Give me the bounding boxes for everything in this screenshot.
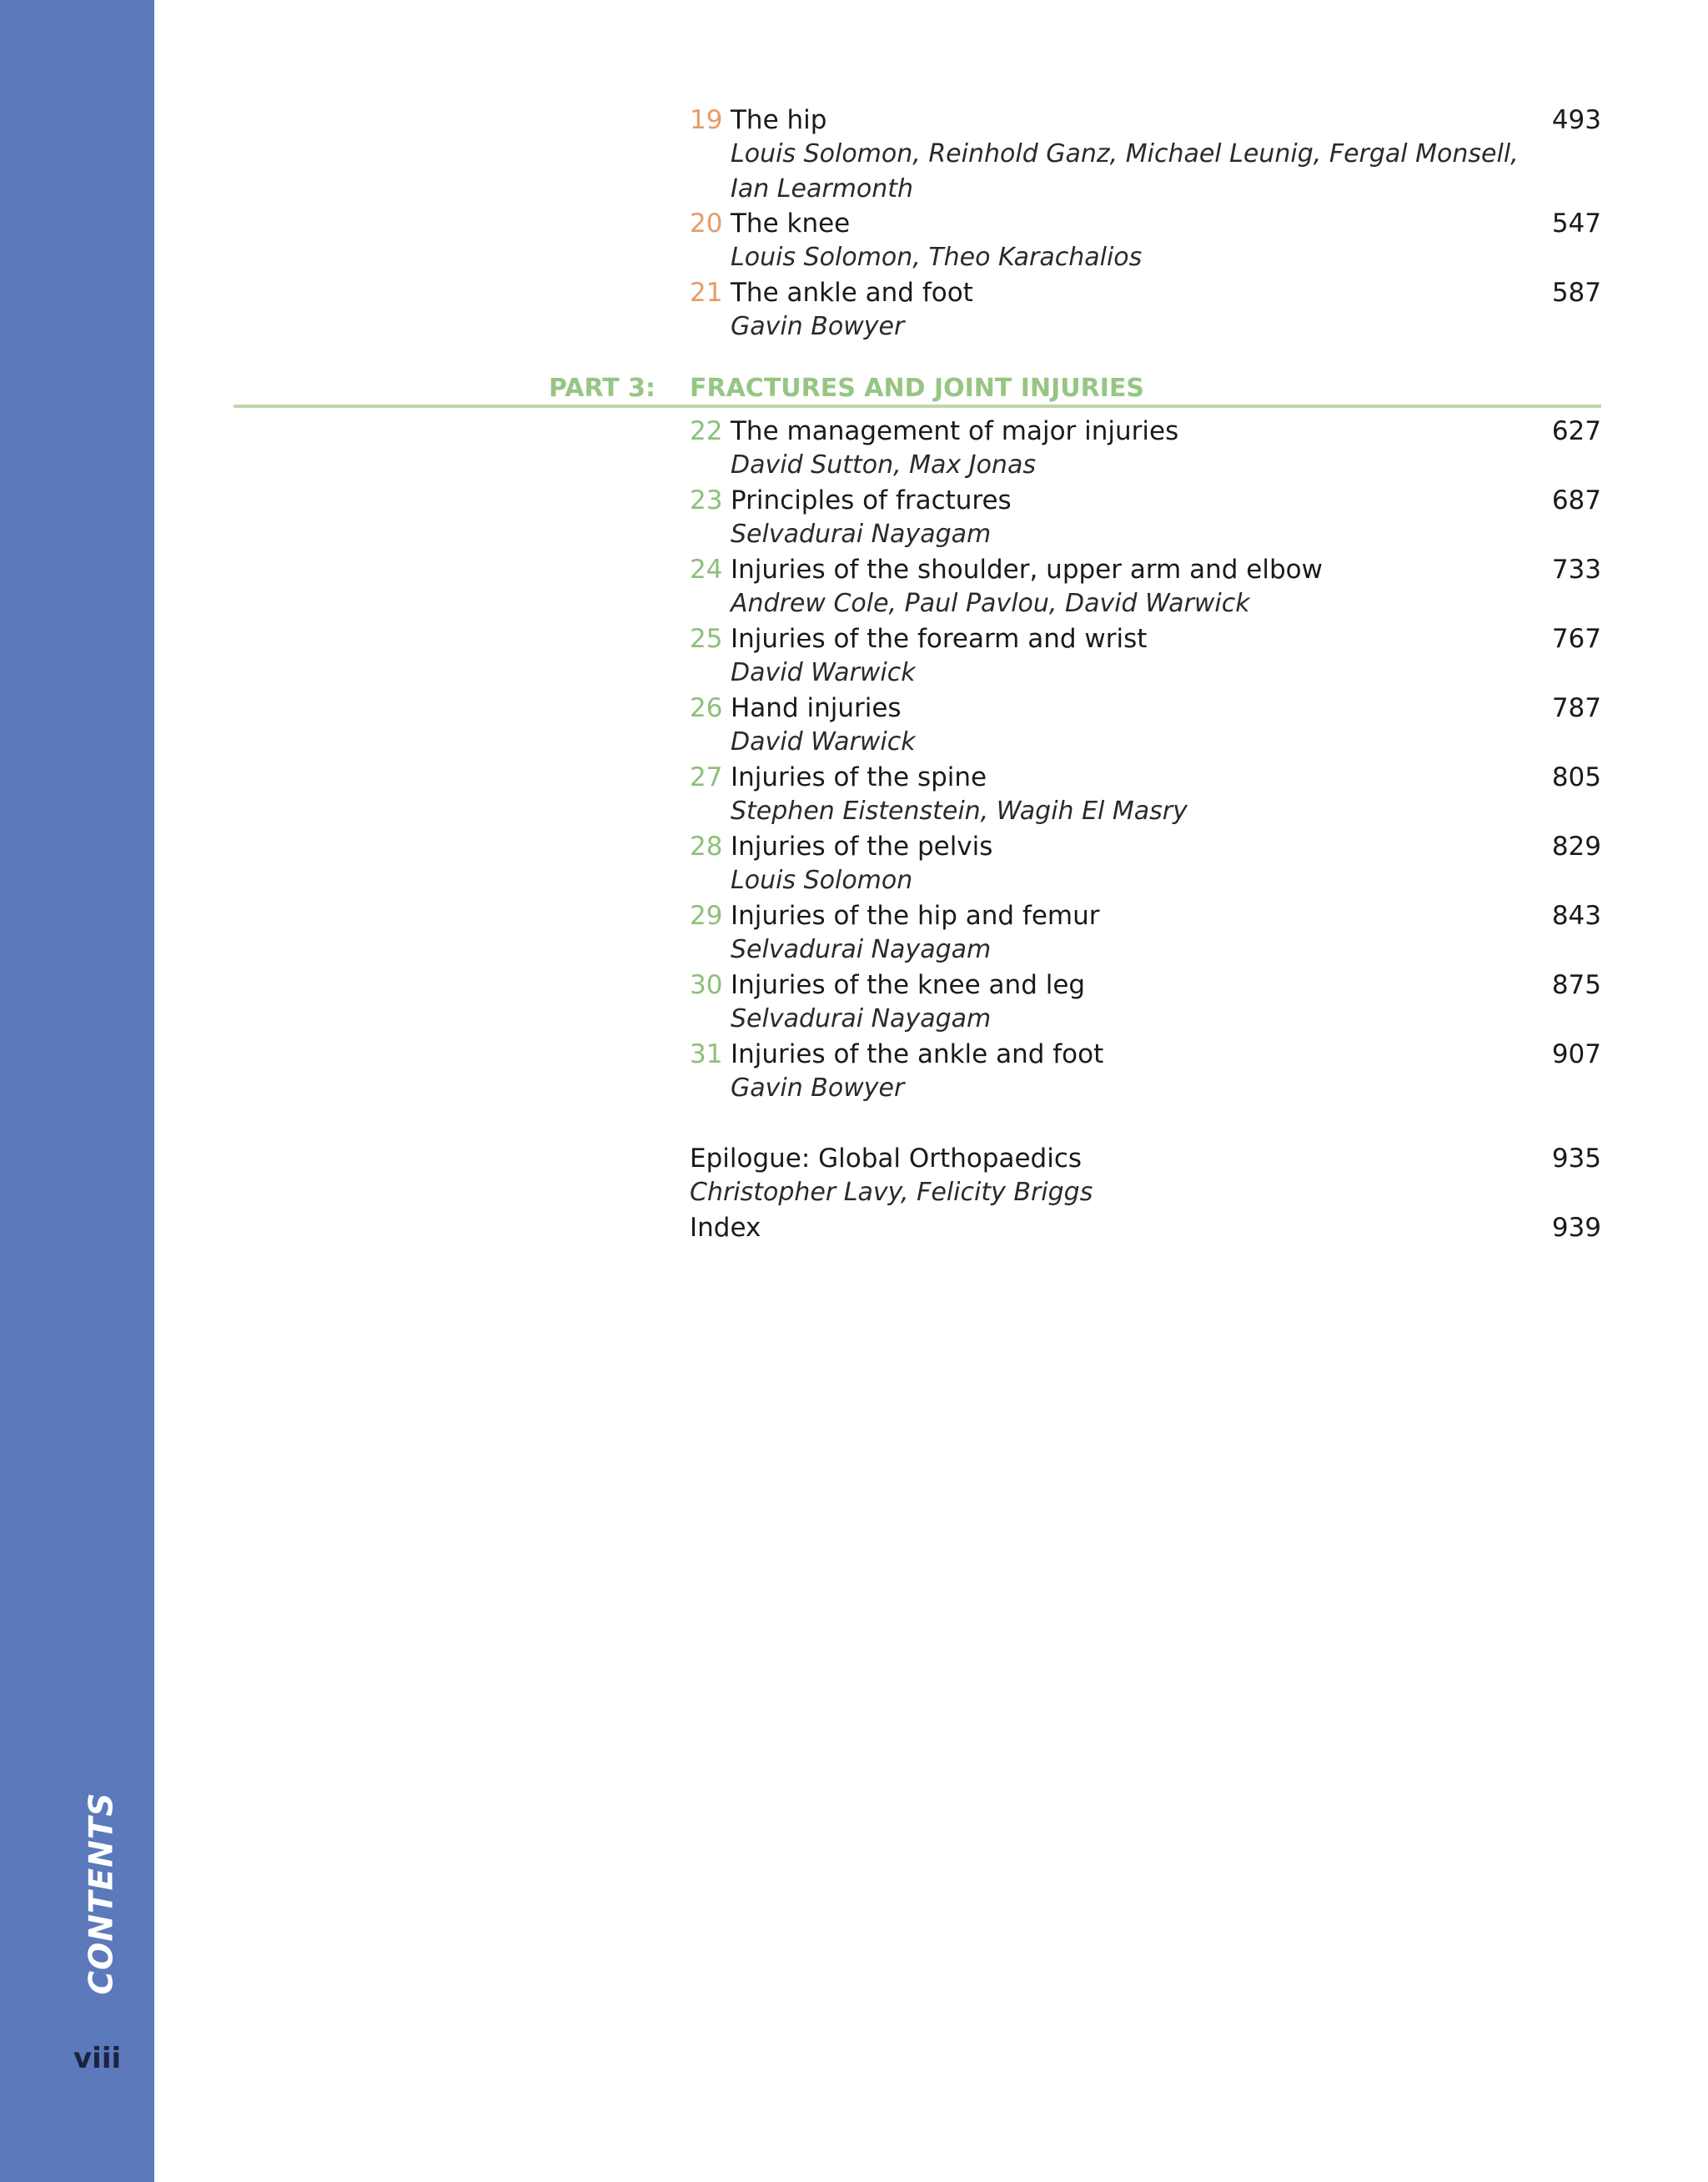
chapter-authors: Gavin Bowyer <box>731 312 905 341</box>
chapter-authors: Selvadurai Nayagam <box>731 935 992 964</box>
index-title[interactable]: Index <box>690 1213 761 1243</box>
chapter-authors: David Warwick <box>731 727 916 757</box>
chapter-authors: Selvadurai Nayagam <box>731 1004 992 1033</box>
chapter-authors: Louis Solomon, Reinhold Ganz, Michael Leunig, Fergal Monsell, <box>731 139 1519 168</box>
part-divider <box>234 405 1601 408</box>
chapter-page: 875 <box>1551 970 1601 1000</box>
chapter-authors-continued: Ian Learmonth <box>731 174 914 204</box>
part-title[interactable]: FRACTURES AND JOINT INJURIES <box>690 374 1144 403</box>
chapter-authors: Gavin Bowyer <box>731 1073 905 1103</box>
chapter-number: 30 <box>690 970 723 1000</box>
chapter-page: 587 <box>1551 278 1601 308</box>
chapter-page: 787 <box>1551 693 1601 723</box>
chapter-number: 19 <box>690 105 723 135</box>
chapter-authors: David Warwick <box>731 658 916 687</box>
chapter-authors: Andrew Cole, Paul Pavlou, David Warwick <box>731 589 1250 618</box>
contents-sidebar <box>0 0 154 2182</box>
chapter-page: 493 <box>1551 105 1601 135</box>
chapter-title[interactable]: Injuries of the shoulder, upper arm and elbow <box>731 555 1323 585</box>
chapter-number: 31 <box>690 1039 723 1069</box>
chapter-number: 27 <box>690 762 723 792</box>
sidebar-title: CONTENTS <box>83 1792 121 1995</box>
chapter-title[interactable]: Injuries of the forearm and wrist <box>731 624 1148 654</box>
chapter-page: 733 <box>1551 555 1601 585</box>
chapter-title[interactable]: The knee <box>731 209 851 239</box>
epilogue-title[interactable]: Epilogue: Global Orthopaedics <box>690 1144 1083 1174</box>
chapter-number: 25 <box>690 624 723 654</box>
chapter-title[interactable]: Injuries of the hip and femur <box>731 901 1100 931</box>
chapter-title[interactable]: Injuries of the pelvis <box>731 832 993 862</box>
chapter-number: 29 <box>690 901 723 931</box>
chapter-number: 21 <box>690 278 723 308</box>
chapter-number: 23 <box>690 485 723 515</box>
part-label: PART 3: <box>549 374 656 403</box>
epilogue-page: 935 <box>1551 1144 1601 1174</box>
chapter-page: 829 <box>1551 832 1601 862</box>
chapter-page: 627 <box>1551 416 1601 446</box>
chapter-title[interactable]: Principles of fractures <box>731 485 1012 515</box>
chapter-number: 28 <box>690 832 723 862</box>
chapter-page: 907 <box>1551 1039 1601 1069</box>
chapter-authors: David Sutton, Max Jonas <box>731 450 1036 480</box>
chapter-title[interactable]: The management of major injuries <box>731 416 1179 446</box>
chapter-number: 20 <box>690 209 723 239</box>
index-page: 939 <box>1551 1213 1601 1243</box>
chapter-number: 22 <box>690 416 723 446</box>
chapter-page: 843 <box>1551 901 1601 931</box>
chapter-title[interactable]: Injuries of the spine <box>731 762 987 792</box>
chapter-authors: Louis Solomon <box>731 866 913 895</box>
chapter-title[interactable]: Injuries of the knee and leg <box>731 970 1086 1000</box>
chapter-title[interactable]: The hip <box>731 105 827 135</box>
chapter-title[interactable]: Hand injuries <box>731 693 902 723</box>
epilogue-authors: Christopher Lavy, Felicity Briggs <box>690 1178 1093 1207</box>
chapter-number: 26 <box>690 693 723 723</box>
chapter-authors: Stephen Eistenstein, Wagih El Masry <box>731 797 1188 826</box>
chapter-page: 687 <box>1551 485 1601 515</box>
chapter-page: 547 <box>1551 209 1601 239</box>
page-number: viii <box>73 2042 122 2075</box>
chapter-title[interactable]: The ankle and foot <box>731 278 973 308</box>
chapter-authors: Selvadurai Nayagam <box>731 520 992 549</box>
chapter-title[interactable]: Injuries of the ankle and foot <box>731 1039 1104 1069</box>
chapter-number: 24 <box>690 555 723 585</box>
chapter-page: 767 <box>1551 624 1601 654</box>
chapter-page: 805 <box>1551 762 1601 792</box>
chapter-authors: Louis Solomon, Theo Karachalios <box>731 243 1143 272</box>
